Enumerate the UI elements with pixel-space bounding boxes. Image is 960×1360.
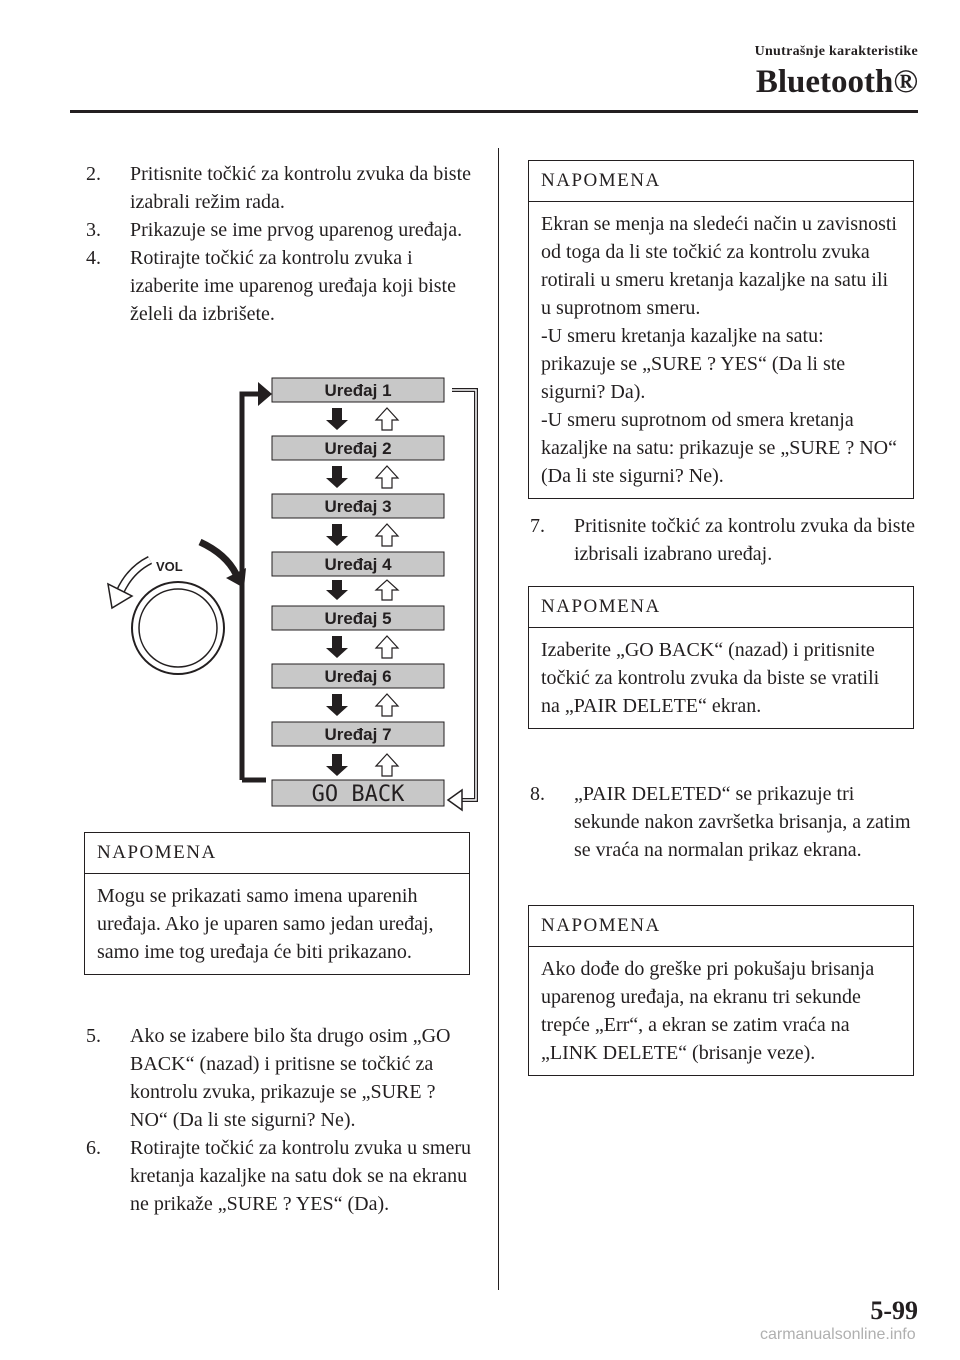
note-body: Ekran se menja na sledeći način u zavisnosti od toga da li ste točkić za kontrolu zvuka rotirali u smeru kretanja kazaljke na satu ili u suprotnom smeru. -U smeru kretanja kazaljke na satu: prikazuje se „SURE ? YES“ (Da li ste sigurni? Da). -U smeru suprotnom od smera kretanja kazaljke na satu: prikazuje se „SURE ? NO“ (Da li ste sigurni? Ne). (529, 202, 913, 498)
step-8-list (530, 780, 916, 864)
svg-text:Uređaj 1: Uređaj 1 (324, 381, 392, 400)
svg-text:Uređaj 7: Uređaj 7 (324, 725, 392, 744)
page-title: Bluetooth® (755, 64, 918, 100)
note-heading: NAPOMENA (529, 161, 913, 202)
bracket-left (242, 394, 266, 780)
device-item-2 (272, 436, 444, 460)
header-rule (70, 110, 918, 113)
step-5: 5. Ako se izabere bilo šta drugo osim „GO BACK“ (nazad) i pritisne se točkić za kontrolu zvuka, prikazuje se „SURE ? NO“ (Da li ste sigurni? Ne). (86, 1025, 451, 1131)
nav-arrows (326, 580, 398, 600)
step-2: 2. Pritisnite točkić za kontrolu zvuka da biste izabrali režim rada. (86, 163, 472, 213)
nav-arrows (326, 466, 398, 488)
nav-arrows (326, 524, 398, 546)
device-list-diagram (90, 370, 490, 815)
step-3: 3. Prikazuje se ime prvog uparenog uređaja. (86, 219, 463, 241)
bracket-right (452, 390, 476, 800)
go-back-item (272, 780, 444, 807)
svg-text:GO BACK: GO BACK (311, 782, 405, 807)
note-box-3 (528, 586, 914, 729)
step-7: 7. Pritisnite točkić za kontrolu zvuka da biste izbrisali izabrano uređaj. (530, 515, 916, 565)
section-title: Unutrašnje karakteristike (754, 44, 918, 59)
step-4: 4. Rotirajte točkić za kontrolu zvuka i izaberite ime uparenog uređaja koji biste želeli da izbrišete. (86, 247, 456, 325)
note-box-4 (528, 905, 914, 1076)
device-item-3 (272, 494, 444, 518)
svg-text:Uređaj 4: Uređaj 4 (324, 555, 392, 574)
watermark: carmanualsonline.info (760, 1326, 916, 1343)
device-item-6 (272, 664, 444, 688)
steps-list-bottom (86, 1022, 478, 1218)
device-item-4 (272, 552, 444, 576)
vol-label: VOL (156, 559, 183, 574)
nav-arrows (326, 694, 398, 716)
note-line-clockwise: -U smeru kretanja kazaljke na satu: prikazuje se „SURE ? YES“ (Da li ste sigurni? Da). (541, 325, 846, 403)
page-number: 5-99 (870, 1296, 918, 1325)
svg-text:Uređaj 3: Uređaj 3 (324, 497, 392, 516)
svg-text:Uređaj 6: Uređaj 6 (324, 667, 392, 686)
device-item-1 (272, 378, 444, 402)
note-body: Izaberite „GO BACK“ (nazad) i pritisnite točkić za kontrolu zvuka da biste se vratili na „PAIR DELETE“ ekran. (541, 639, 880, 717)
nav-arrows (326, 408, 398, 430)
column-divider (498, 148, 499, 1290)
note-line-counterclockwise: -U smeru suprotnom od smera kretanja kazaljke na satu: prikazuje se „SURE ? NO“ (Da li ste sigurni? Ne). (541, 409, 897, 487)
nav-arrows (326, 636, 398, 658)
device-item-7 (272, 722, 444, 746)
note-body: Mogu se prikazati samo imena uparenih uređaja. Ako je uparen samo jedan uređaj, samo ime tog uređaja će biti prikazano. (97, 885, 434, 963)
steps-list-top (86, 160, 476, 328)
step-8: 8. „PAIR DELETED“ se prikazuje tri sekunde nakon završetka brisanja, a zatim se vraća na normalan prikaz ekrana. (530, 783, 911, 861)
svg-text:Uređaj 2: Uređaj 2 (324, 439, 392, 458)
note-heading: NAPOMENA (529, 587, 913, 628)
note-box-2 (528, 160, 914, 499)
svg-text:Uređaj 5: Uređaj 5 (324, 609, 392, 628)
volume-knob-icon (108, 542, 246, 674)
step-6: 6. Rotirajte točkić za kontrolu zvuka u smeru kretanja kazaljke na satu dok se na ekranu ne prikaže „SURE ? YES“ (Da). (86, 1137, 472, 1215)
nav-arrows (326, 754, 398, 776)
device-item-5 (272, 606, 444, 630)
note-body: Ako dođe do greške pri pokušaju brisanja uparenog uređaja, na ekranu tri sekunde trepće „Err“, a ekran se zatim vraća na „LINK DELETE“ (brisanje veze). (541, 958, 875, 1064)
step-7-list (530, 512, 916, 568)
note-box-1 (84, 832, 470, 975)
note-heading: NAPOMENA (529, 906, 913, 947)
note-heading: NAPOMENA (85, 833, 469, 874)
